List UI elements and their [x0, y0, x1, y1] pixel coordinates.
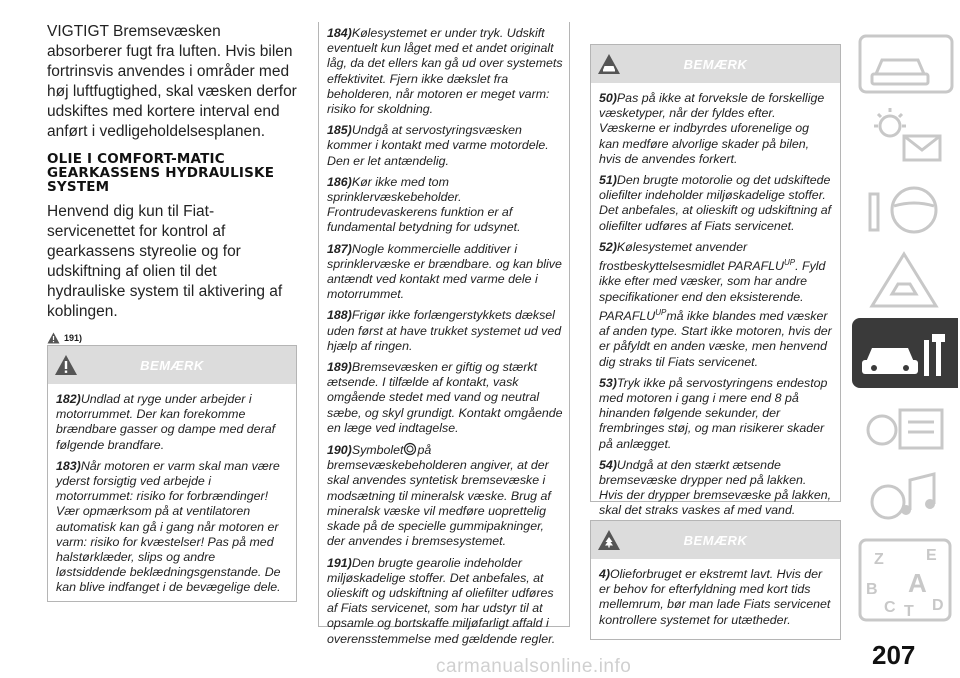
tab-safety[interactable] [852, 174, 958, 244]
section-body: Henvend dig kun til Fiat-servicenettet for kontrol af gearkassens styreolie og for udskiftning af olien til det hydrauliske system til aktivering af koblingen. [47, 203, 283, 320]
multimedia-music-icon [852, 462, 958, 532]
note-54: 54)Undgå at den stærkt ætsende bremsevæske drypper ned på lakken. Hvis der drypper bremsevæske på lakken, skal det straks vaskes af med vand. [599, 457, 832, 518]
box-title: BEMÆRK [683, 532, 748, 548]
technical-data-icon [852, 390, 958, 460]
index-letter-z: Z [874, 551, 884, 568]
car-wrench-icon [852, 318, 958, 388]
car-warning-icon [597, 52, 621, 76]
warning-box-left [47, 345, 297, 602]
tab-index[interactable] [852, 534, 958, 626]
left-column [47, 22, 297, 344]
note-184: 184)Kølesystemet er under tryk. Udskift eventuelt kun låget med et andet originalt låg, da det ellers kan gå ud over systemets effektivitet. Fjern ikke dækslet fra beholderen, når motoren er meget varm: risiko for skoldning. [327, 26, 563, 117]
warning-box-right [590, 44, 841, 518]
tab-emergency[interactable] [852, 246, 958, 316]
reference-191[interactable] [47, 332, 297, 344]
index-letter-b: B [866, 581, 878, 598]
note-191: 191)Den brugte gearolie indeholder miljøskadelige stoffer. Det anbefales, at olieskift og udskiftning af oliefilter udføres af Fiats servicenet, som har udstyr til at opsamle og bortskaffe miljøfarligt affald i overensstemmelse med gældende regler. [327, 555, 556, 646]
box-title: BEMÆRK [140, 357, 204, 373]
index-letter-d: D [932, 597, 944, 614]
reference-label: 191) [64, 333, 83, 343]
center-notes-column [318, 22, 570, 646]
environment-box-header [591, 521, 840, 559]
note-52: 52)Kølesystemet anvender frostbeskyttelsesmidlet $PARAFLU^{UP}$. Fyld ikke efter med væsker, som har andre specifikationer end den eksisterende. $PARAFLU^{UP}må$ ikke blandes med væsker af anden type. Start ikke motoren, hvis der er påfyldt en anden væske, men henvend dig straks til Fiats servicenet. [599, 239, 832, 369]
watermark: carmanualsonline.info [436, 656, 632, 677]
tab-car-dashboard[interactable] [852, 30, 958, 100]
index-alphabet-icon [852, 534, 958, 626]
note-50: 50)Pas på ikke at forveksle de forskellige væsketyper, når der fyldes efter. Væskerne er indbyrdes uforenelige og kan medføre alvorlige skader på bilen, hvis de anvendes forkert. [599, 91, 825, 166]
box-body [591, 83, 840, 519]
emergency-triangle-icon [852, 246, 958, 316]
note-183: 183)Når motoren er varm skal man være yderst forsigtig ved arbejde i motorrummet: risiko for forbrændinger! Vær opmærksom på at ventilatoren automatisk kan gå i gang når motoren er varm: risiko for kvæstelser! Pas på med halstørklæder, slips og andre løstsiddende beklædningsgenstande. De kan blive indfanget i de bevægelige dele. [56, 458, 281, 595]
index-letter-a: A [908, 568, 927, 598]
section-title: OLIE I COMFORT-MATIC GEARKASSENS HYDRAULISKE SYSTEM [47, 151, 275, 195]
box-body [48, 384, 296, 596]
warning-lights-icon [852, 102, 958, 172]
index-letter-t: T [904, 603, 914, 620]
index-letter-e: E [926, 547, 937, 564]
note-51: 51)Den brugte motorolie og det udskiftede oliefilter indeholder miljøskadelige stoffer. Det anbefales, at olieskift og udskiftning af oliefilter udføres af Fiats servicenet. [599, 173, 832, 233]
note-187: 187)Nogle kommercielle additiver i sprinklervæske er brændbare. og kan blive antændt ved kontakt med varme dele i motorrummet. [327, 241, 562, 302]
note-53: 53)Tryk ikke på servostyringens endestop med motoren i gang i mere end 8 på hinanden følgende sekunder, der frembringes støj, og man risikerer skader på anlægget. [599, 375, 828, 451]
tab-lights-messages[interactable] [852, 102, 958, 172]
warning-triangle-icon [47, 332, 60, 344]
tab-multimedia[interactable] [852, 462, 958, 532]
note-4: 4)Olieforbruget er ekstremt lavt. Hvis der er behov for efterfyldning med kort tids mellemrum, bør man lade Fiats servicenet kontrollere systemet for utætheder. [599, 567, 831, 627]
tab-maintenance-active[interactable] [852, 318, 958, 388]
warning-triangle-icon [54, 353, 78, 377]
tab-technical-data[interactable] [852, 390, 958, 460]
box-body [591, 559, 840, 628]
box-title: BEMÆRK [683, 56, 748, 72]
note-189: 189)Bremsevæsken er giftig og stærkt ætsende. I tilfælde af kontakt, vask omgående stedet med vand og neutral sæbe, og skyl grundigt. Kontakt omgående en læge ved indtagelse. [327, 360, 563, 435]
tree-environment-icon [597, 528, 621, 552]
warning-box-header [48, 346, 296, 384]
page-number: 207 [872, 640, 916, 670]
car-dashboard-icon [852, 30, 958, 100]
note-186: 186)Kør ikke med tom sprinklervæskebeholder. Frontrudevaskerens funktion er af fundamental betydning for udsynet. [327, 174, 521, 235]
note-188: 188)Frigør ikke forlængerstykkets dæksel uden først at have trukket systemet ud ved hjælp af ringen. [327, 308, 562, 353]
note-190: 190)Symbolet på bremsevæskebeholderen angiver, at der skal anvendes syntetisk bremsevæske i modsætning til mineralsk væske. Brug af mineralsk væske vil medføre uoprettelig skade på de specielle gummipakninger, der anvendes i bremsesystemet. [327, 443, 551, 549]
environment-box [590, 520, 841, 640]
index-letter-c: C [884, 599, 896, 616]
brake-fluid-symbol-icon [403, 442, 417, 456]
intro-paragraph: VIGTIGT Bremsevæsken absorberer fugt fra luften. Hvis bilen fortrinsvis anvendes i områder med høj luftfugtighed, skal væsken derfor udskiftes med kortere interval end anført i vedligeholdelsesplanen. [47, 23, 297, 140]
steering-wheel-icon [852, 174, 958, 244]
note-185: 185)Undgå at servostyringsvæsken kommer i kontakt med varme motordele. Den er let antændelig. [327, 123, 549, 168]
note-182: 182)Undlad at ryge under arbejder i motorrummet. Der kan forekomme brændbare gasser og dampe med deraf følgende brandfare. [56, 392, 276, 452]
warning-box-header [591, 45, 840, 83]
